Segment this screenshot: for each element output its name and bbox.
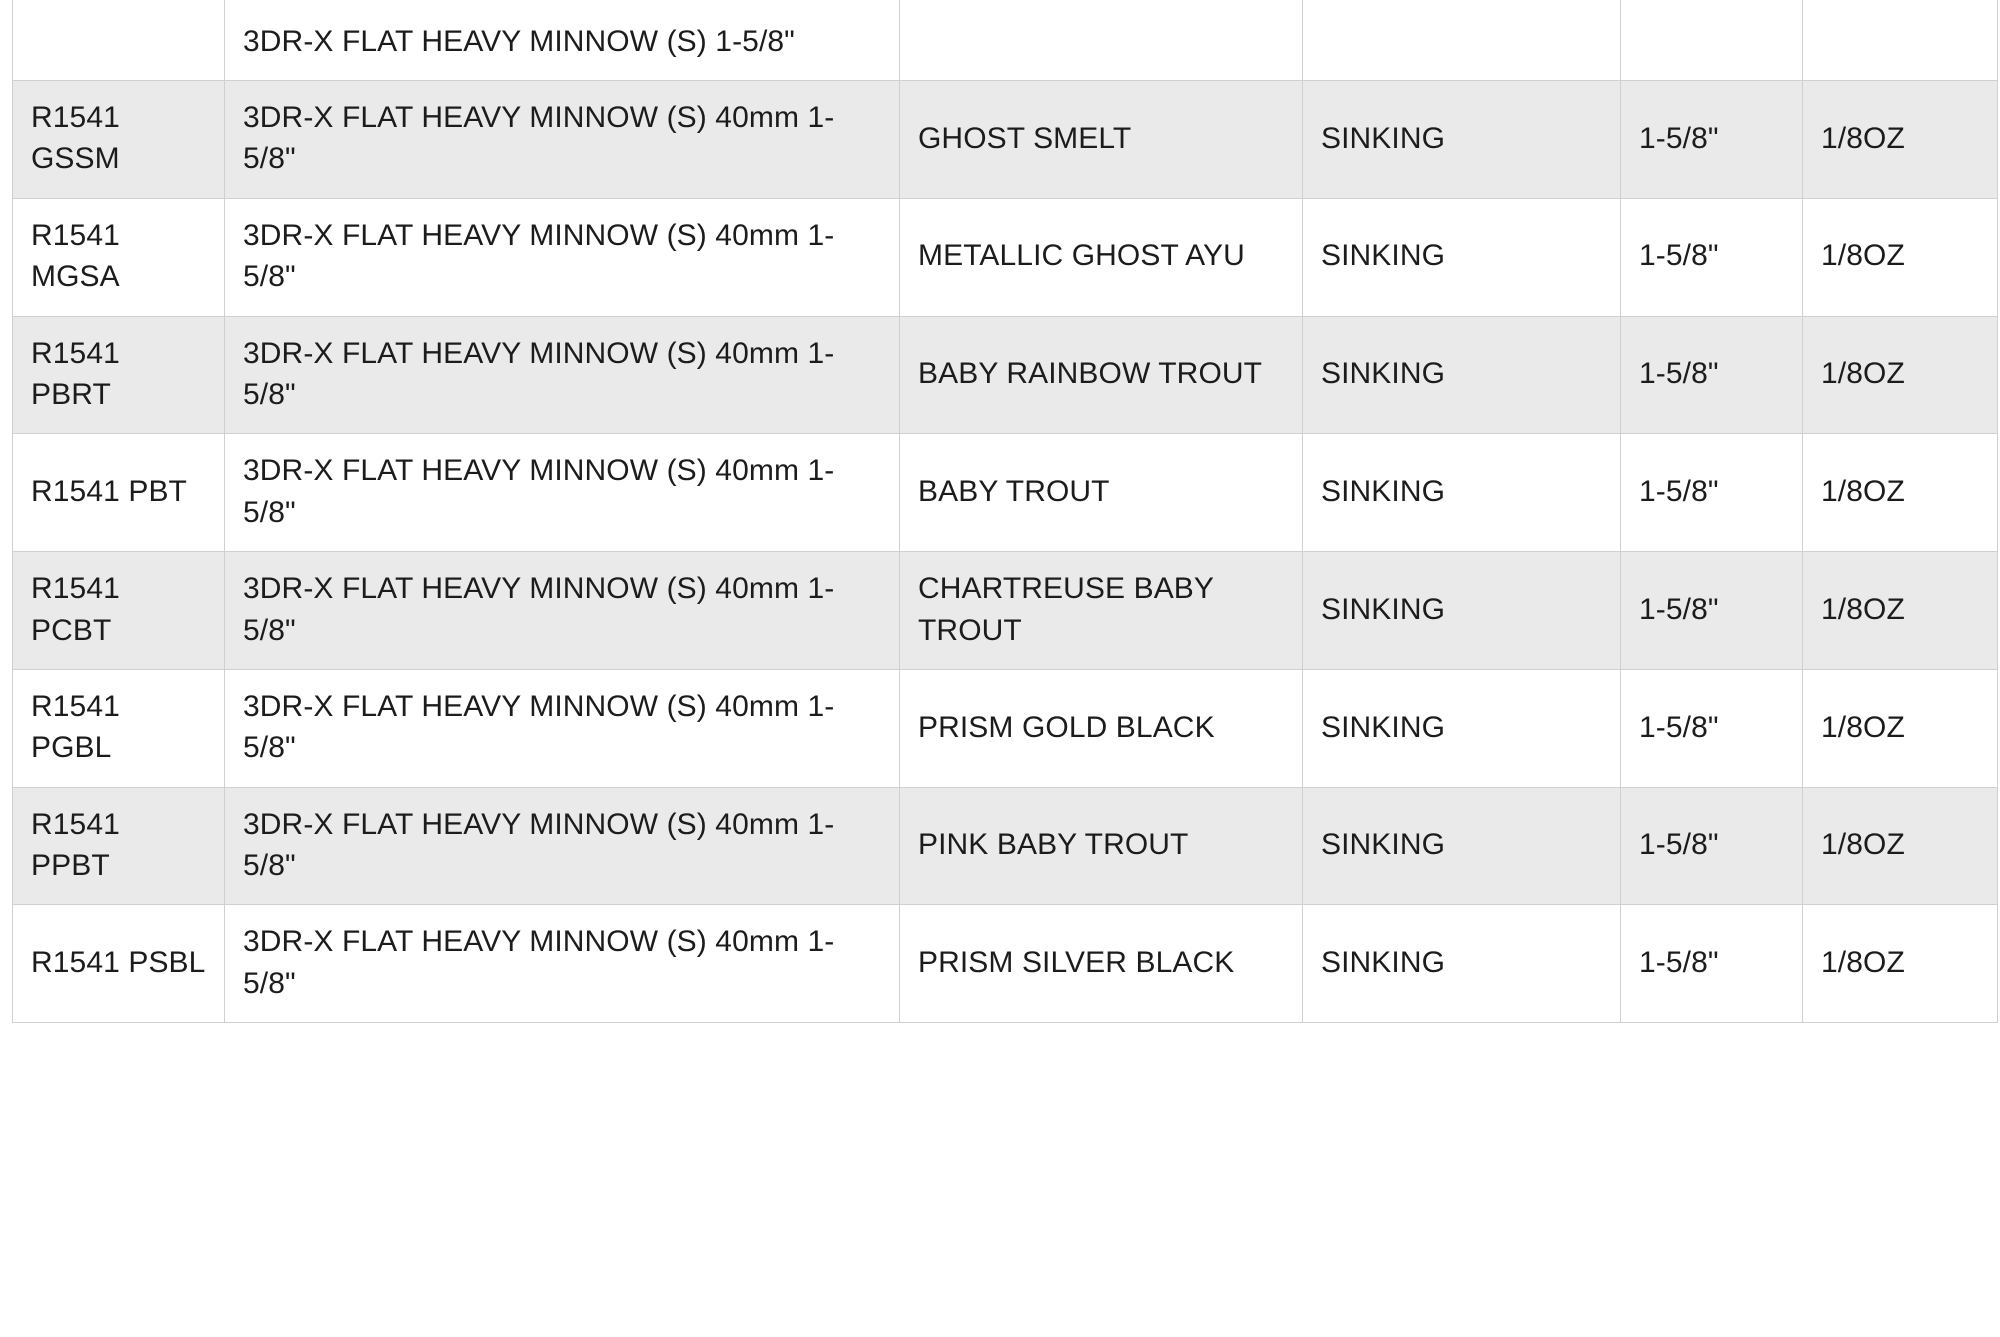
cell-length: 1-5/8" <box>1621 81 1803 199</box>
cell-product-name: 3DR-X FLAT HEAVY MINNOW (S) 40mm 1-5/8" <box>225 81 900 199</box>
table-row <box>13 434 1998 552</box>
cell-type: SINKING <box>1303 81 1621 199</box>
cell-product-name: 3DR-X FLAT HEAVY MINNOW (S) 1-5/8" <box>225 0 900 81</box>
cell-length: 1-5/8" <box>1621 316 1803 434</box>
table-row <box>13 198 1998 316</box>
cell-weight: 1/8OZ <box>1803 669 1998 787</box>
cell-item-code: R1541 PCBT <box>13 552 225 670</box>
cell-product-name: 3DR-X FLAT HEAVY MINNOW (S) 40mm 1-5/8" <box>225 434 900 552</box>
cell-color: BABY TROUT <box>900 434 1303 552</box>
table-row <box>13 81 1998 199</box>
cell-color: BABY RAINBOW TROUT <box>900 316 1303 434</box>
table-row <box>13 0 1998 81</box>
cell-color: GHOST SMELT <box>900 81 1303 199</box>
cell-type: SINKING <box>1303 316 1621 434</box>
cell-length: 1-5/8" <box>1621 552 1803 670</box>
table-body <box>13 0 1998 1023</box>
cell-product-name: 3DR-X FLAT HEAVY MINNOW (S) 40mm 1-5/8" <box>225 669 900 787</box>
cell-product-name: 3DR-X FLAT HEAVY MINNOW (S) 40mm 1-5/8" <box>225 787 900 905</box>
cell-type <box>1303 0 1621 81</box>
cell-color: PINK BABY TROUT <box>900 787 1303 905</box>
cell-weight: 1/8OZ <box>1803 552 1998 670</box>
cell-length: 1-5/8" <box>1621 198 1803 316</box>
cell-length <box>1621 0 1803 81</box>
cell-item-code: R1541 GSSM <box>13 81 225 199</box>
cell-length: 1-5/8" <box>1621 787 1803 905</box>
table-row <box>13 787 1998 905</box>
cell-item-code: R1541 PSBL <box>13 905 225 1023</box>
cell-item-code: R1541 PPBT <box>13 787 225 905</box>
cell-weight: 1/8OZ <box>1803 787 1998 905</box>
cell-length: 1-5/8" <box>1621 669 1803 787</box>
cell-weight: 1/8OZ <box>1803 198 1998 316</box>
cell-weight <box>1803 0 1998 81</box>
product-specification-table <box>12 0 1998 1023</box>
cell-length: 1-5/8" <box>1621 905 1803 1023</box>
cell-color: PRISM SILVER BLACK <box>900 905 1303 1023</box>
cell-item-code: R1541 PBT <box>13 434 225 552</box>
cell-length: 1-5/8" <box>1621 434 1803 552</box>
cell-product-name: 3DR-X FLAT HEAVY MINNOW (S) 40mm 1-5/8" <box>225 316 900 434</box>
cell-type: SINKING <box>1303 905 1621 1023</box>
cell-weight: 1/8OZ <box>1803 316 1998 434</box>
cell-type: SINKING <box>1303 669 1621 787</box>
cell-weight: 1/8OZ <box>1803 434 1998 552</box>
cell-product-name: 3DR-X FLAT HEAVY MINNOW (S) 40mm 1-5/8" <box>225 905 900 1023</box>
cell-type: SINKING <box>1303 787 1621 905</box>
cell-color: CHARTREUSE BABY TROUT <box>900 552 1303 670</box>
table-row <box>13 316 1998 434</box>
cell-item-code: R1541 PGBL <box>13 669 225 787</box>
cell-product-name: 3DR-X FLAT HEAVY MINNOW (S) 40mm 1-5/8" <box>225 198 900 316</box>
cell-type: SINKING <box>1303 552 1621 670</box>
cell-weight: 1/8OZ <box>1803 905 1998 1023</box>
cell-color: PRISM GOLD BLACK <box>900 669 1303 787</box>
cell-item-code: R1541 MGSA <box>13 198 225 316</box>
cell-color <box>900 0 1303 81</box>
cell-weight: 1/8OZ <box>1803 81 1998 199</box>
cell-color: METALLIC GHOST AYU <box>900 198 1303 316</box>
table-row <box>13 905 1998 1023</box>
cell-type: SINKING <box>1303 434 1621 552</box>
table-row <box>13 552 1998 670</box>
cell-product-name: 3DR-X FLAT HEAVY MINNOW (S) 40mm 1-5/8" <box>225 552 900 670</box>
cell-type: SINKING <box>1303 198 1621 316</box>
cell-item-code <box>13 0 225 81</box>
table-row <box>13 669 1998 787</box>
cell-item-code: R1541 PBRT <box>13 316 225 434</box>
